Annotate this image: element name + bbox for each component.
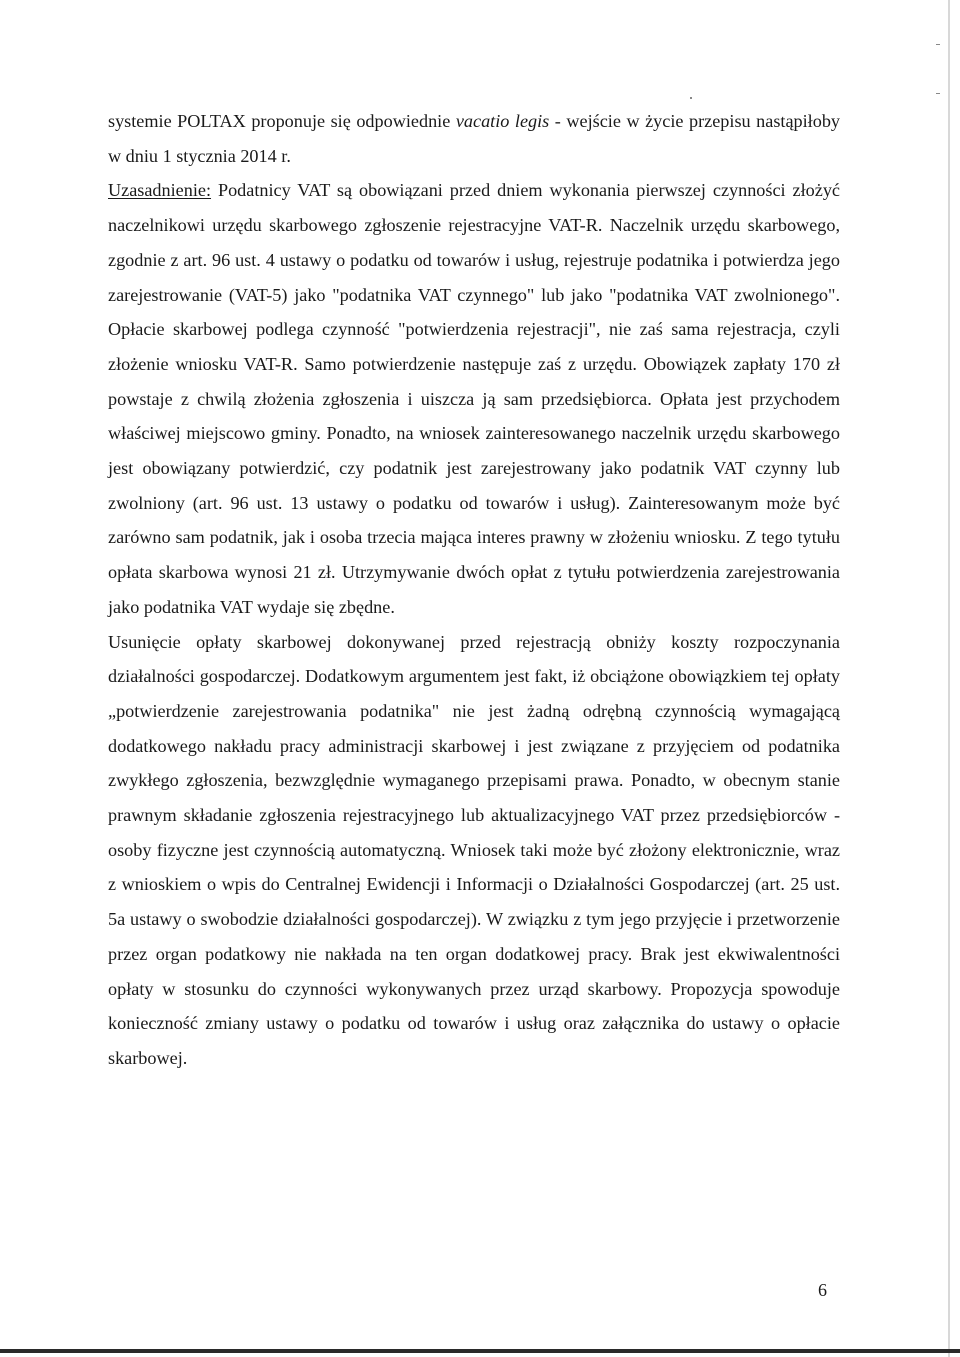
paragraph-segment: - wejście w życie przepisu nastąpiłoby w dniu 1 stycznia 2014 r. — [108, 111, 841, 166]
uzasadnienie-heading: Uzasadnienie: — [108, 180, 212, 201]
scan-edge-shadow — [948, 0, 950, 1357]
paragraph-segment: systemie POLTAX proponuje się odpowiednie — [108, 111, 456, 131]
scan-bottom-edge — [0, 1349, 960, 1353]
paragraph-usuniecie — [108, 625, 840, 1076]
scan-speck — [936, 93, 940, 94]
scan-speck — [936, 44, 940, 45]
document-body — [108, 104, 840, 1076]
paragraph-uzasadnienie — [108, 173, 840, 624]
scan-speck — [690, 97, 692, 99]
paragraph-segment: Podatnicy VAT są obowiązani przed dniem wykonania pierwszej czynności złożyć naczelnikowi urzędu skarbowego zgłoszenie rejestracyjne VAT-R. Naczelnik urzędu skarbowego, zgodnie z art. 96 ust. 4 ustawy o podatku od towarów i usług, rejestruje podatnika i potwierdza jego zarejestrowanie (VAT-5) jako "podatnika VAT czynnego" lub jako "podatnika VAT zwolnionego". Opłacie skarbowej podlega czynność "potwierdzenia rejestracji", nie zaś sama rejestracja, czyli złożenie wniosku VAT-R. Samo potwierdzenie następuje zaś z urzędu. Obowiązek zapłaty 170 zł powstaje z chwilą złożenia zgłoszenia i uiszcza ją sam przedsiębiorca. Opłata jest przychodem właściwej miejscowo gminy. Ponadto, na wniosek zainteresowanego naczelnik urzędu skarbowego jest obowiązany potwierdzić, czy podatnik jest zarejestrowany jako podatnik VAT czynny lub zwolniony (art. 96 ust. 13 ustawy o podatku od towarów i usług). Zainteresowanym może być zarówno sam podatnik, jak i osoba trzecia mająca interes prawny w złożeniu wniosku. Z tego tytułu opłata skarbowa wynosi 21 zł. Utrzymywanie dwóch opłat z tytułu potwierdzenia zarejestrowania jako podatnika VAT wydaje się zbędne. — [108, 180, 840, 617]
paragraph-poltax — [108, 104, 840, 173]
paragraph-segment-italic: vacatio legis — [455, 111, 550, 131]
page-number: 6 — [818, 1280, 827, 1300]
paragraph-segment: Usunięcie opłaty skarbowej dokonywanej przed rejestracją obniży koszty rozpoczynania działalności gospodarczej. Dodatkowym argumentem jest fakt, iż obciążone obowiązkiem tej opłaty „potwierdzenie zarejestrowania podatnika" nie jest żadną odrębną czynnością wymagającą dodatkowego nakładu pracy administracji skarbowej i jest związane z przyjęciem od podatnika zwykłego zgłoszenia, bezwzględnie wymaganego przepisami prawa. Ponadto, w obecnym stanie prawnym składanie zgłoszenia rejestracyjnego lub aktualizacyjnego VAT przez przedsiębiorców - osoby fizyczne jest czynnością automatyczną. Wniosek taki może być złożony elektronicznie, wraz z wnioskiem o wpis do Centralnej Ewidencji i Informacji o Działalności Gospodarczej (art. 25 ust. 5a ustawy o swobodzie działalności gospodarczej). W związku z tym jego przyjęcie i przetworzenie przez organ podatkowy nie nakłada na ten organ dodatkowej pracy. Brak jest ekwiwalentności opłaty w stosunku do czynności wykonywanych przez urząd skarbowy. Propozycja spowoduje konieczność zmiany ustawy o podatku od towarów i usług oraz załącznika do ustawy o opłacie skarbowej. — [108, 631, 840, 1068]
